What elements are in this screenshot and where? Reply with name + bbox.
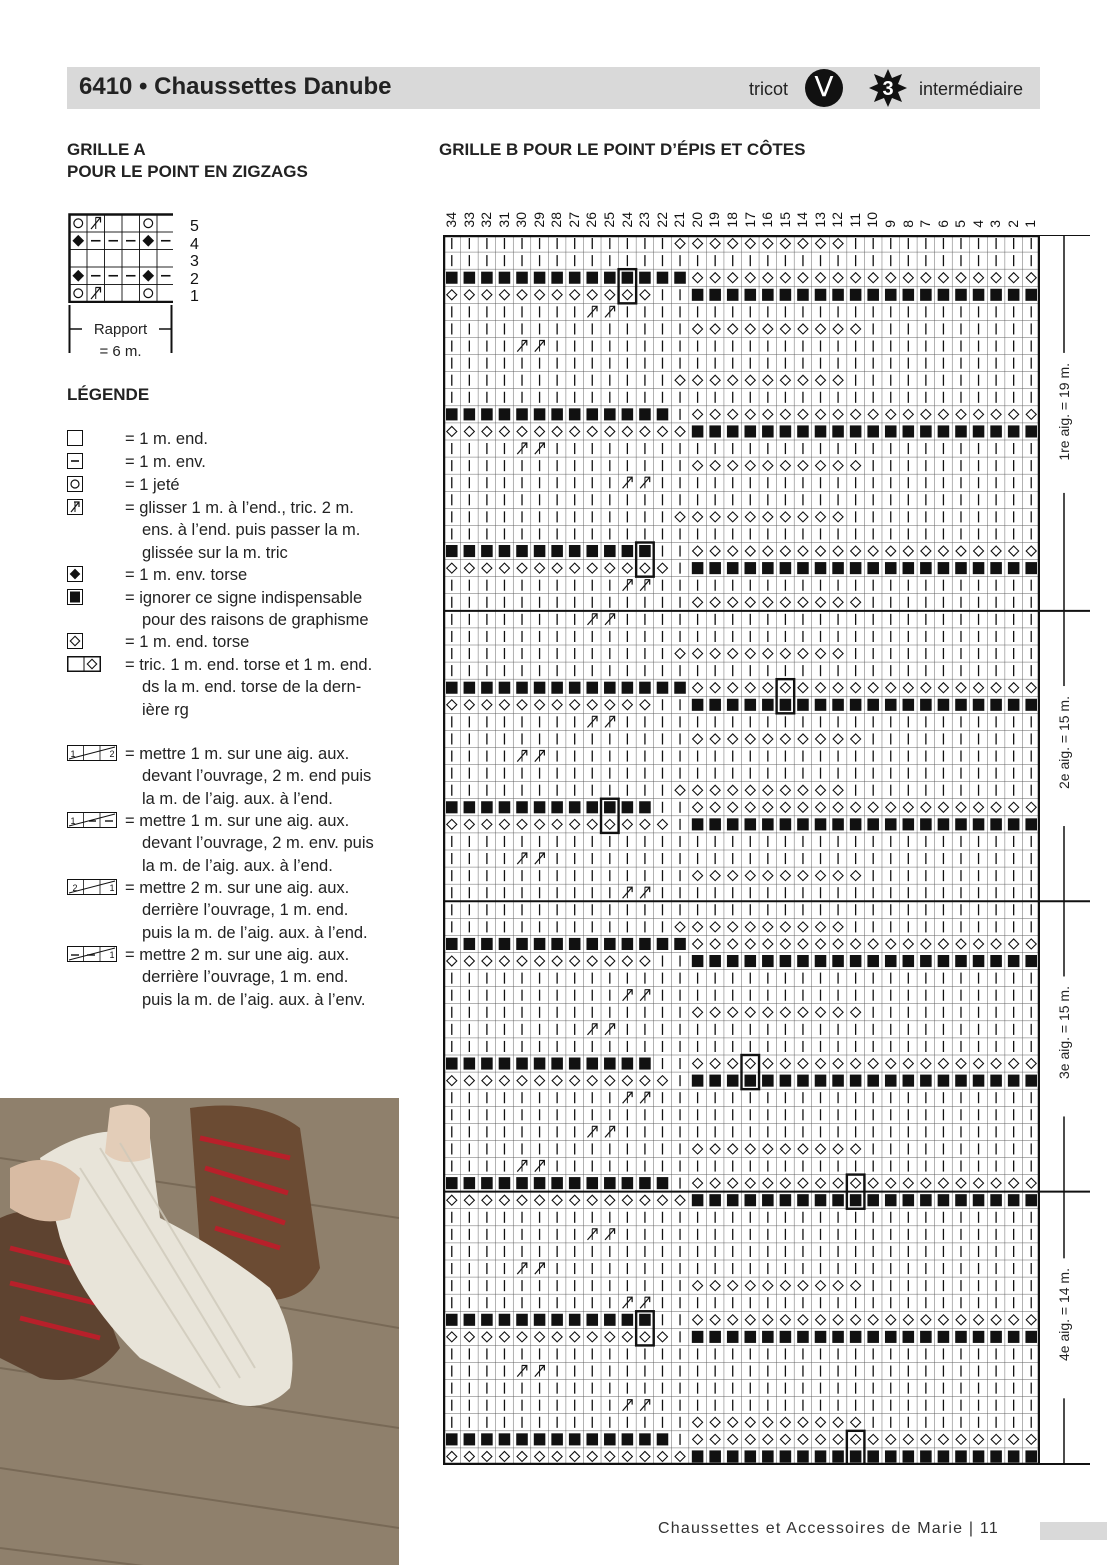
legend-line: glissée sur la m. tric [142,543,288,562]
column-number: 7 [917,220,934,228]
column-number: 16 [759,212,776,228]
title-bar [67,67,1040,109]
column-number: 29 [530,212,547,228]
needle-section-brackets [1040,235,1107,1465]
legend-title: LÉGENDE [67,385,150,404]
column-number: 31 [495,212,512,228]
column-number: 34 [443,212,459,228]
column-number: 33 [460,212,477,228]
column-number: 23 [636,212,653,228]
legend-line: = 1 jeté [125,476,180,494]
section-bracket-lines [1040,235,1107,1465]
level-number: 3 [882,78,894,100]
legend-text [125,451,415,473]
column-number: 17 [741,212,758,228]
legend-line: = tric. 1 m. end. torse et 1 m. end. [125,656,373,674]
double-decrease-icon [67,499,83,515]
svg-text:1: 1 [70,816,76,826]
column-number: 28 [548,212,565,228]
column-number: 13 [811,212,828,228]
column-number: 22 [653,212,670,228]
column-number: 1 [1022,220,1039,228]
grid-b-title: GRILLE B POUR LE POINT D’ÉPIS ET CÔTES [439,140,806,159]
column-number: 24 [618,212,635,228]
legend-line: ens. à l’end. puis passer la m. [142,521,361,540]
legend-line: puis la m. de l’aig. aux. à l’end. [142,923,368,942]
yarn-over-icon [67,476,83,492]
rapport-label: Rapport = 6 m. [93,321,148,360]
knit-icon [67,430,83,446]
column-number: 3 [987,220,1004,228]
legend-text [125,497,415,564]
no-stitch-icon [67,589,83,605]
legend-text [125,877,415,944]
grid-a-title: GRILLE A POUR LE POINT EN ZIGZAGS [67,140,308,181]
legend-line: derrière l’ouvrage, 1 m. end. [142,901,349,920]
needle-section-label: 1re aig. = 19 m. [1056,362,1072,461]
grid-a-row-numbers: 5 4 3 2 1 [190,218,199,305]
column-number: 2 [1004,220,1021,228]
legend-text [125,474,415,496]
legend-text [125,944,415,1011]
legend-line: la m. de l’aig. aux. à l’end. [142,789,333,808]
legend-text [125,564,415,586]
legend-line: = glisser 1 m. à l’end., tric. 2 m. [125,499,354,517]
level-label: intermédiaire [919,79,1024,99]
svg-text:1: 1 [109,950,115,960]
legend-line: = 1 m. end. [125,430,209,448]
column-number: 19 [706,212,723,228]
grid-a-chart [68,213,173,303]
column-number: 18 [723,212,740,228]
svg-text:2: 2 [72,883,78,893]
column-number: 26 [583,212,600,228]
legend-line: = mettre 2 m. sur une aig. aux. [125,946,350,964]
legend-line: = mettre 1 m. sur une aig. aux. [125,812,350,830]
svg-text:1: 1 [109,883,115,893]
knitting-needles-icon: V [805,69,843,107]
column-number: 27 [565,212,582,228]
legend-text [125,631,415,653]
column-number: 30 [513,212,530,228]
column-number: 20 [688,212,705,228]
purl-icon [67,453,83,469]
page-number: 11 [979,1520,999,1537]
legend-line: = 1 m. env. [125,453,206,471]
column-number: 14 [794,212,811,228]
footer-separator: | [968,1520,975,1537]
cable-back-knit-icon [67,879,117,895]
column-number: 5 [952,220,969,228]
legend-text [125,743,415,810]
column-number: 25 [601,212,618,228]
pattern-title: 6410 • Chaussettes Danube [79,73,392,100]
legend-line: devant l’ouvrage, 2 m. env. puis [142,834,374,853]
column-number: 8 [899,220,916,228]
column-number: 9 [881,220,898,228]
column-number: 4 [969,220,986,228]
legend-line: la m. de l’aig. aux. à l’end. [142,856,333,875]
technique-label: tricot [749,79,789,99]
increase-icon [67,656,101,672]
legend-text [125,587,415,632]
legend-text [125,428,415,450]
column-number: 15 [776,212,793,228]
svg-text:2: 2 [109,749,115,759]
level-badge-icon [867,67,909,109]
needle-section-label: 4e aig. = 14 m. [1056,1268,1072,1362]
legend-line: devant l’ouvrage, 2 m. end puis [142,767,372,786]
legend-line: = mettre 2 m. sur une aig. aux. [125,879,350,897]
column-number: 12 [829,212,846,228]
legend-line: ds la m. end. torse de la dern- [142,678,362,697]
needle-section-label: 3e aig. = 15 m. [1056,986,1072,1080]
legend-line: = mettre 1 m. sur une aig. aux. [125,745,350,763]
svg-text:1: 1 [70,749,76,759]
cable-back-purl-icon [67,946,117,962]
legend-line: derrière l’ouvrage, 1 m. end. [142,968,349,987]
needle-section-label: 2e aig. = 15 m. [1056,696,1072,790]
rapport-bracket [68,305,173,360]
legend-line: = 1 m. env. torse [125,566,248,584]
footer-bar [1040,1522,1107,1540]
grid-b-chart [443,235,1040,1465]
sock-photo [0,1098,399,1565]
grid-b-column-numbers [443,176,1040,228]
cable-front-purl-icon [67,812,117,828]
column-number: 6 [934,220,951,228]
legend-text [125,654,415,721]
book-title: Chaussettes et Accessoires de Marie [658,1520,964,1537]
footer [658,1520,999,1538]
legend-line: pour des raisons de graphisme [142,611,369,630]
column-number: 32 [478,212,495,228]
twisted-knit-icon [67,633,83,649]
legend-text [125,810,415,877]
cable-front-knit-icon [67,745,117,761]
legend-line: ière rg [142,700,189,719]
twisted-purl-icon [67,566,83,582]
legend-line: = 1 m. end. torse [125,633,250,651]
column-number: 21 [671,212,688,228]
column-number: 10 [864,212,881,228]
legend-line: puis la m. de l’aig. aux. à l’env. [142,990,366,1009]
legend-line: = ignorer ce signe indispensable [125,589,363,607]
column-number: 11 [846,213,863,228]
